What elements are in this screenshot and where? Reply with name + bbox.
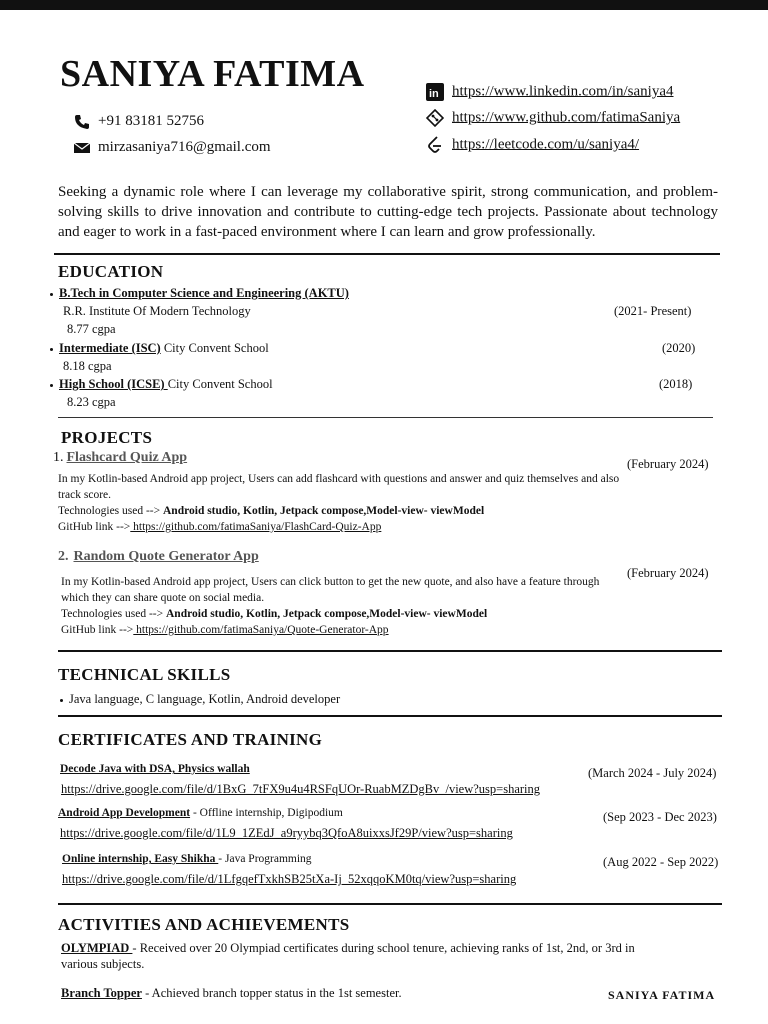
degree-title: B.Tech in Computer Science and Engineering (AKTU): [59, 286, 349, 300]
school-name: R.R. Institute Of Modern Technology: [63, 304, 251, 318]
linkedin-icon: [426, 83, 444, 101]
phone-icon: [74, 114, 90, 130]
degree-title: Intermediate (ISC): [59, 341, 161, 355]
github-repo-link[interactable]: https://github.com/fatimaSaniya/FlashCard-Quiz-App: [130, 521, 382, 533]
mail-icon: [74, 142, 90, 154]
certificate-link[interactable]: https://drive.google.com/file/d/1BxG_7tFX9u4u4RSFqUOr-RuabMZDgBv_/view?usp=sharing: [61, 782, 540, 796]
email-address: mirzasaniya716@gmail.com: [98, 139, 271, 155]
certificate-title: [58, 807, 343, 819]
phone-number: +91 83181 52756: [98, 113, 204, 129]
bullet: [50, 348, 53, 351]
github-label: GitHub link -->: [58, 521, 131, 533]
project-description: In my Kotlin-based Android app project, Users can click button to get the new quote, and also have a feature through: [61, 576, 600, 588]
activity-title: OLYMPIAD: [61, 941, 133, 955]
skills-item: [60, 692, 340, 707]
bullet: [60, 699, 63, 702]
education-grade: 8.77 cgpa: [67, 322, 116, 336]
education-grade: 8.23 cgpa: [67, 395, 116, 409]
certificates-heading: CERTIFICATES AND TRAINING: [58, 730, 323, 749]
bullet: [50, 293, 53, 296]
certificate-title: [60, 763, 250, 775]
education-grade: 8.18 cgpa: [63, 359, 112, 373]
certificate-dates: (Aug 2022 - Sep 2022): [603, 855, 719, 869]
certificate-dates: (Sep 2023 - Dec 2023): [603, 810, 717, 824]
project-tech: [58, 505, 484, 517]
github-link[interactable]: [426, 109, 680, 127]
project-github: [58, 521, 381, 533]
divider: [58, 417, 713, 418]
github-repo-link[interactable]: https://github.com/fatimaSaniya/Quote-Generator-App: [133, 624, 389, 636]
activity-text-continued: various subjects.: [61, 957, 145, 971]
project-number: 1.: [53, 450, 64, 465]
divider: [58, 903, 722, 905]
activity-text: - Received over 20 Olympiad certificates during school tenure, achieving ranks of 1st, 2nd, or 3rd in: [132, 941, 635, 955]
skills-heading: TECHNICAL SKILLS: [58, 665, 231, 684]
project-number: 2.: [58, 549, 69, 564]
project-description: In my Kotlin-based Android app project, Users can add flashcard with questions and answer and quiz themselves and also: [58, 473, 620, 485]
linkedin-link[interactable]: [426, 83, 674, 101]
leetcode-icon: [426, 135, 444, 155]
divider: [54, 253, 720, 255]
divider: [58, 715, 722, 717]
education-dates: (2021- Present): [614, 304, 692, 318]
git-icon: [426, 109, 444, 127]
project-title-row: [53, 450, 187, 466]
education-item: [50, 341, 269, 356]
leetcode-link[interactable]: [426, 135, 639, 155]
svg-text:in: in: [429, 88, 439, 100]
certificate-dates: (March 2024 - July 2024): [588, 766, 717, 780]
education-heading: EDUCATION: [58, 262, 164, 281]
certificate-name: Decode Java with DSA, Physics wallah: [60, 763, 250, 775]
tech-label: Technologies used -->: [58, 505, 163, 517]
activity-text: - Achieved branch topper status in the 1st semester.: [141, 986, 402, 1000]
project-github: [61, 624, 389, 636]
project-tech: [61, 608, 487, 620]
education-item: [50, 377, 273, 392]
linkedin-url[interactable]: https://www.linkedin.com/in/saniya4: [452, 83, 674, 100]
certificate-name: Android App Development: [58, 807, 191, 819]
summary-paragraph: Seeking a dynamic role where I can leverage my collaborative spirit, strong communication, and problem-solving skills to drive innovation and contribute to cutting-edge tech projects. Passionate about technology and eager to work in a fast-paced environment where I can learn and grow professionally.: [58, 184, 718, 240]
certificate-detail: - Java Programming: [218, 853, 312, 865]
degree-title: High School (ICSE): [59, 377, 168, 391]
school-name: City Convent School: [167, 377, 273, 391]
tech-label: Technologies used -->: [61, 608, 166, 620]
bullet: [50, 384, 53, 387]
school-name: City Convent School: [160, 341, 269, 355]
project-description: track score.: [58, 489, 111, 501]
certificate-link[interactable]: https://drive.google.com/file/d/1LfgqefTxkhSB25tXa-Ij_52xqqoKM0tq/view?usp=sharing: [62, 872, 517, 886]
certificate-name: Online internship, Easy Shikha: [62, 853, 219, 865]
project-title-row: [58, 549, 259, 565]
tech-list: Android studio, Kotlin, Jetpack compose,Model-view- viewModel: [166, 608, 488, 620]
education-dates: (2018): [659, 377, 693, 391]
activities-heading: ACTIVITIES AND ACHIEVEMENTS: [58, 915, 350, 934]
github-label: GitHub link -->: [61, 624, 134, 636]
leetcode-url[interactable]: https://leetcode.com/u/saniya4/: [452, 136, 640, 153]
activity-item: [61, 941, 635, 956]
tech-list: Android studio, Kotlin, Jetpack compose,Model-view- viewModel: [163, 505, 485, 517]
project-title[interactable]: Flashcard Quiz App: [66, 450, 188, 465]
project-date: (February 2024): [627, 566, 709, 580]
skills-list: Java language, C language, Kotlin, Android developer: [69, 692, 341, 706]
candidate-name: SANIYA FATIMA: [60, 53, 365, 95]
project-title[interactable]: Random Quote Generator App: [73, 549, 259, 564]
top-bar: [0, 0, 768, 10]
phone-contact: [74, 113, 204, 130]
email-contact: [74, 139, 271, 156]
github-url[interactable]: https://www.github.com/fatimaSaniya: [452, 109, 681, 126]
certificate-link[interactable]: https://drive.google.com/file/d/1L9_1ZEdJ_a9ryybq3QfoA8uixxsJf29P/view?usp=sharing: [60, 826, 513, 840]
certificate-title: [62, 853, 312, 865]
education-item: [50, 286, 349, 301]
certificate-detail: - Offline internship, Digipodium: [190, 807, 343, 819]
divider: [58, 650, 722, 652]
activity-item: [61, 986, 402, 1001]
footer-name: SANIYA FATIMA: [608, 988, 716, 1002]
activity-title: Branch Topper: [61, 986, 142, 1000]
education-dates: (2020): [662, 341, 696, 355]
project-date: (February 2024): [627, 457, 709, 471]
project-description: which they can share quote on social media.: [61, 592, 265, 604]
projects-heading: PROJECTS: [61, 428, 153, 447]
